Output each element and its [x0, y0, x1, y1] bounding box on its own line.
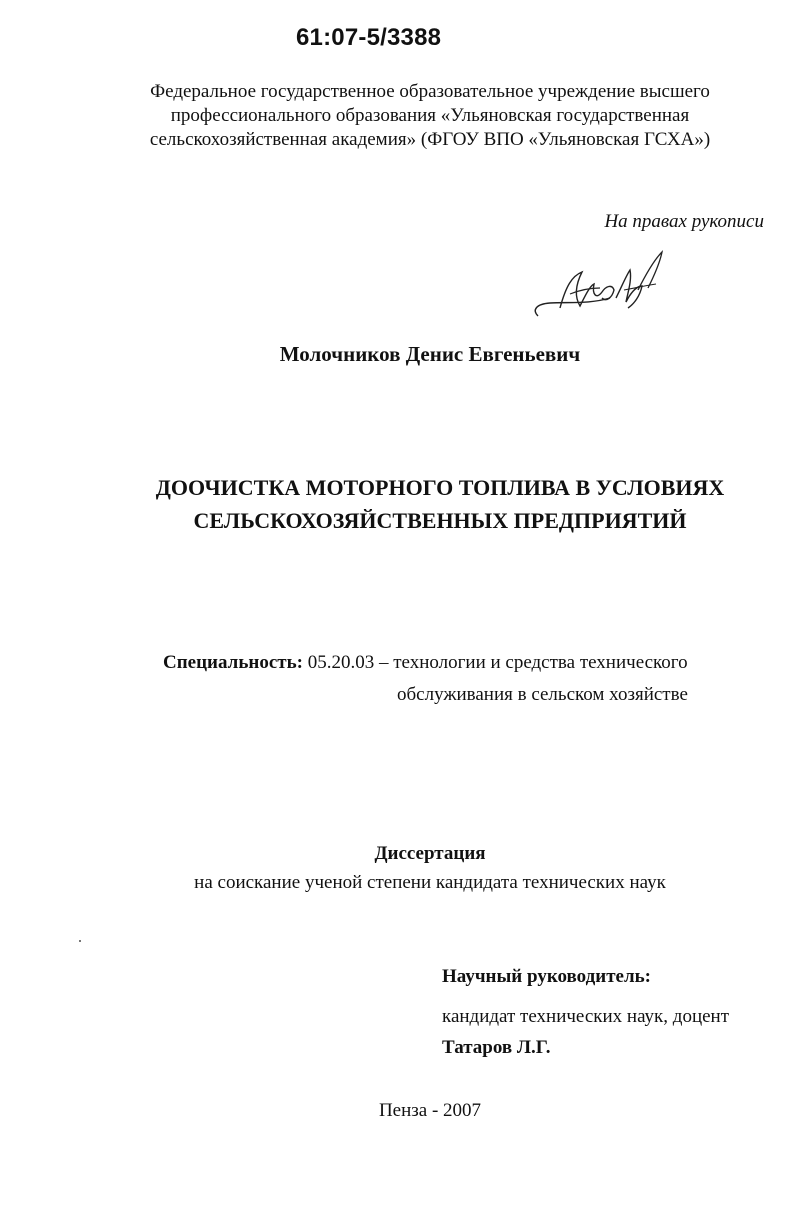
specialty-text-1: 05.20.03 – технологии и средства технического [307, 652, 688, 673]
manuscript-rights-note: На правах рукописи [604, 211, 764, 232]
organization-line-3: сельскохозяйственная академия» (ФГОУ ВПО «Ульяновская ГСХА») [149, 129, 711, 150]
title-line-1: ДООЧИСТКА МОТОРНОГО ТОПЛИВА В УСЛОВИЯХ [155, 475, 725, 500]
organization-block [110, 80, 750, 152]
dissertation-degree-line: на соискание ученой степени кандидата технических наук [194, 872, 666, 893]
dissertation-title [120, 471, 760, 537]
specialty-text-2: обслуживания в сельском хозяйстве [397, 684, 688, 705]
organization-line-2: профессионального образования «Ульяновская государственная [170, 105, 690, 126]
title-line-2: СЕЛЬСКОХОЗЯЙСТВЕННЫХ ПРЕДПРИЯТИЙ [193, 508, 687, 533]
city-year: Пенза - 2007 [378, 1100, 482, 1121]
specialty-line-1 [163, 652, 688, 674]
organization-line-1: Федеральное государственное образовательное учреждение высшего [150, 81, 710, 102]
handwritten-signature [530, 246, 670, 331]
supervisor-degree: кандидат технических наук, доцент [442, 1006, 730, 1027]
dissertation-label: Диссертация [374, 843, 486, 864]
author-name: Молочников Денис Евгеньевич [279, 342, 581, 366]
scan-speck [79, 940, 81, 942]
archive-stamp-code: 61:07-5/3388 [296, 24, 442, 51]
specialty-label: Специальность: [163, 652, 303, 673]
supervisor-name: Татаров Л.Г. [442, 1037, 551, 1058]
supervisor-label: Научный руководитель: [442, 966, 651, 987]
